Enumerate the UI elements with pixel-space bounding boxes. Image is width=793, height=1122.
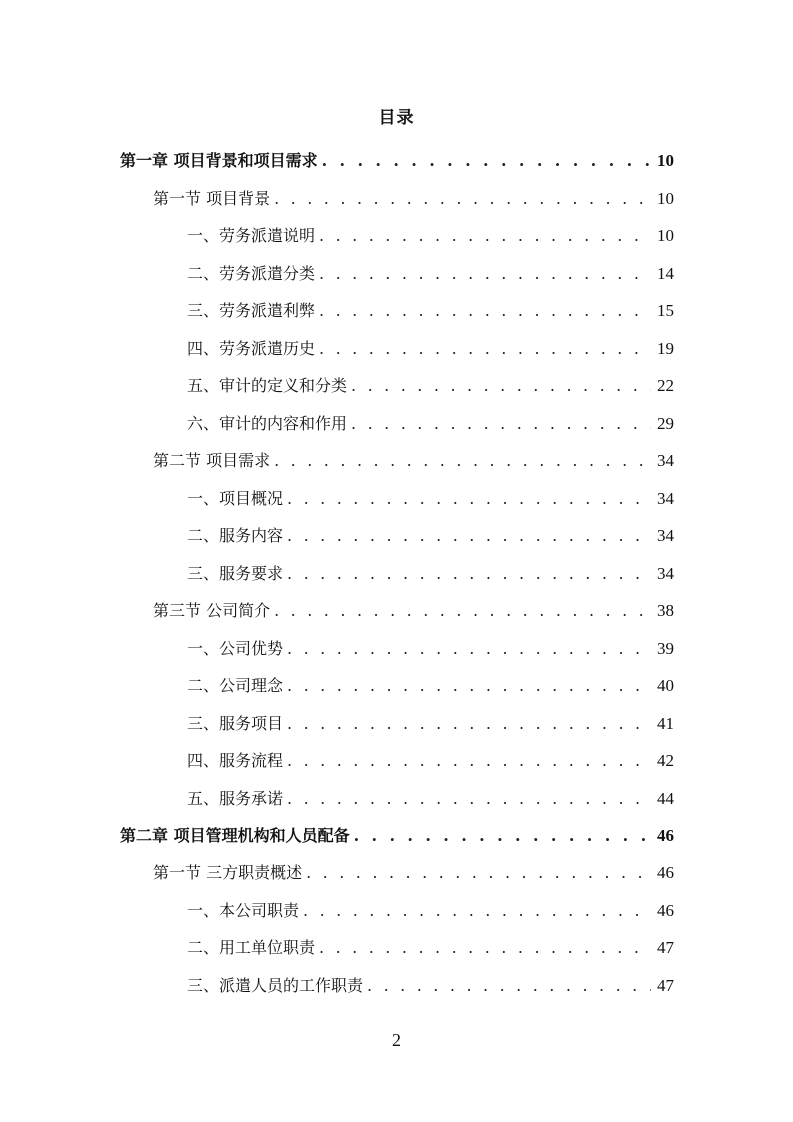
toc-dot-leader	[287, 525, 651, 547]
toc-chapter-entry[interactable]	[120, 817, 674, 847]
toc-entry-page-number: 10	[657, 226, 674, 245]
toc-dot-leader	[319, 338, 651, 360]
toc-dot-leader	[287, 788, 651, 810]
toc-entry-page-number: 29	[657, 414, 674, 433]
toc-dot-leader	[274, 600, 651, 622]
toc-entry-label: 一、劳务派遣说明	[187, 226, 316, 245]
toc-dot-leader	[287, 713, 651, 735]
toc-dot-leader	[319, 225, 651, 247]
toc-entry-page-number: 34	[657, 451, 674, 470]
toc-dot-leader	[287, 675, 651, 697]
toc-entry-page-number: 10	[657, 151, 674, 170]
toc-entry-label: 二、公司理念	[187, 676, 284, 695]
toc-entry-label: 二、用工单位职责	[187, 938, 316, 957]
toc-subsection-entry[interactable]	[187, 705, 674, 735]
toc-entry-label: 一、公司优势	[187, 639, 284, 658]
toc-entry-label: 三、服务项目	[187, 714, 284, 733]
toc-dot-leader	[322, 150, 651, 172]
toc-entry-label: 第三节 公司简介	[153, 601, 271, 620]
toc-entry-page-number: 38	[657, 601, 674, 620]
toc-entry-label: 第二章 项目管理机构和人员配备	[120, 826, 350, 845]
toc-dot-leader	[274, 188, 651, 210]
toc-entry-page-number: 34	[657, 489, 674, 508]
toc-dot-leader	[319, 263, 651, 285]
toc-entry-page-number: 46	[657, 863, 674, 882]
toc-dot-leader	[303, 900, 651, 922]
toc-entry-label: 第一节 项目背景	[153, 189, 271, 208]
toc-dot-leader	[354, 825, 651, 847]
toc-entry-label: 五、服务承诺	[187, 789, 284, 808]
toc-entry-label: 三、派遣人员的工作职责	[187, 976, 364, 995]
toc-entry-label: 六、审计的内容和作用	[187, 414, 348, 433]
toc-subsection-entry[interactable]	[187, 255, 674, 285]
toc-dot-leader	[287, 563, 651, 585]
toc-dot-leader	[351, 375, 651, 397]
toc-dot-leader	[351, 413, 651, 435]
toc-chapter-entry[interactable]	[120, 142, 674, 172]
toc-subsection-entry[interactable]	[187, 480, 674, 510]
toc-subsection-entry[interactable]	[187, 892, 674, 922]
toc-entry-label: 第一章 项目背景和项目需求	[120, 151, 318, 170]
toc-dot-leader	[274, 450, 651, 472]
toc-subsection-entry[interactable]	[187, 217, 674, 247]
toc-entry-label: 五、审计的定义和分类	[187, 376, 348, 395]
toc-entry-page-number: 19	[657, 339, 674, 358]
page-number: 2	[392, 1030, 401, 1050]
toc-entry-label: 三、服务要求	[187, 564, 284, 583]
toc-dot-leader	[319, 300, 651, 322]
toc-dot-leader	[287, 638, 651, 660]
toc-entry-page-number: 34	[657, 564, 674, 583]
toc-entry-label: 四、服务流程	[187, 751, 284, 770]
toc-subsection-entry[interactable]	[187, 780, 674, 810]
toc-entry-label: 三、劳务派遣利弊	[187, 301, 316, 320]
toc-subsection-entry[interactable]	[187, 555, 674, 585]
toc-section-entry[interactable]	[153, 854, 674, 884]
toc-dot-leader	[319, 937, 651, 959]
toc-entry-label: 一、项目概况	[187, 489, 284, 508]
toc-dot-leader	[367, 975, 651, 997]
toc-entry-page-number: 39	[657, 639, 674, 658]
toc-subsection-entry[interactable]	[187, 367, 674, 397]
toc-title: 目录	[378, 108, 415, 128]
toc-subsection-entry[interactable]	[187, 667, 674, 697]
toc-entry-page-number: 41	[657, 714, 674, 733]
toc-dot-leader	[287, 750, 651, 772]
toc-subsection-entry[interactable]	[187, 967, 674, 997]
toc-entry-label: 一、本公司职责	[187, 901, 300, 920]
toc-entry-page-number: 47	[657, 976, 674, 995]
toc-entry-page-number: 22	[657, 376, 674, 395]
toc-subsection-entry[interactable]	[187, 517, 674, 547]
toc-entry-label: 四、劳务派遣历史	[187, 339, 316, 358]
toc-dot-leader	[306, 862, 651, 884]
toc-section-entry[interactable]	[153, 180, 674, 210]
toc-subsection-entry[interactable]	[187, 742, 674, 772]
toc-entry-page-number: 34	[657, 526, 674, 545]
toc-entry-label: 第二节 项目需求	[153, 451, 271, 470]
toc-section-entry[interactable]	[153, 592, 674, 622]
toc-section-entry[interactable]	[153, 442, 674, 472]
toc-entry-label: 第一节 三方职责概述	[153, 863, 303, 882]
toc-entry-page-number: 47	[657, 938, 674, 957]
toc-entry-page-number: 10	[657, 189, 674, 208]
toc-entry-page-number: 44	[657, 789, 674, 808]
toc-entry-page-number: 46	[657, 826, 674, 845]
toc-subsection-entry[interactable]	[187, 405, 674, 435]
toc-subsection-entry[interactable]	[187, 330, 674, 360]
toc-entry-page-number: 46	[657, 901, 674, 920]
toc-entry-page-number: 42	[657, 751, 674, 770]
toc-entry-page-number: 14	[657, 264, 674, 283]
toc-dot-leader	[287, 488, 651, 510]
toc-entry-label: 二、服务内容	[187, 526, 284, 545]
toc-subsection-entry[interactable]	[187, 630, 674, 660]
toc-subsection-entry[interactable]	[187, 929, 674, 959]
toc-subsection-entry[interactable]	[187, 292, 674, 322]
toc-entry-page-number: 40	[657, 676, 674, 695]
toc-entry-label: 二、劳务派遣分类	[187, 264, 316, 283]
toc-entry-page-number: 15	[657, 301, 674, 320]
